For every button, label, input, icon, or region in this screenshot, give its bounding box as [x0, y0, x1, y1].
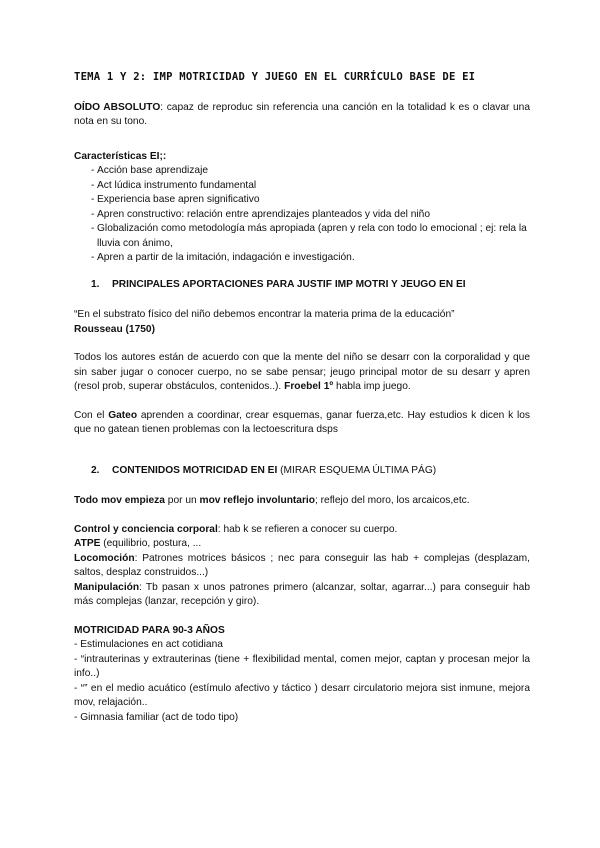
section-1-heading [74, 278, 530, 293]
section-2-number: 2. [91, 464, 100, 476]
list-item: - Act lúdica instrumento fundamental [74, 179, 530, 194]
contents-block [74, 523, 530, 610]
rousseau-quote [74, 308, 530, 337]
list-item: - Globalización como metodología más apropiada (apren y rela con todo lo emocional ; ej: rela la lluvia con ánimo, [74, 222, 530, 251]
document-content [74, 70, 530, 725]
quote-author: Rousseau (1750) [74, 323, 155, 335]
list-item: - “intrauterinas y extrauterinas (tiene + flexibilidad mental, comen mejor, captan y procesan mejor la info..) [74, 653, 530, 679]
document-title: TEMA 1 Y 2: IMP MOTRICIDAD Y JUEGO EN EL CURRÍCULO BASE DE EI [74, 71, 476, 83]
control-line: Control y conciencia corporal: hab k se refieren a conocer su cuerpo. [74, 523, 398, 535]
oido-paragraph [74, 101, 530, 130]
list-item: - Gimnasia familiar (act de todo tipo) [74, 711, 239, 723]
locomocion-line: Locomoción: Patrones motrices básicos ; nec para conseguir las hab + complejas (desplazam, saltos, desplaz construidos...) [74, 552, 530, 578]
gateo-paragraph: Con el Gateo aprenden a coordinar, crear esquemas, ganar fuerza,etc. Hay estudios k dicen k los que no gatean tienen problemas con la lectoescritura dsps [74, 409, 530, 435]
froebel-name: Froebel 1º [284, 381, 334, 392]
motricidad-heading: MOTRICIDAD PARA 90-3 AÑOS [74, 624, 225, 636]
gateo-term: Gateo [108, 409, 138, 421]
list-item: - Apren a partir de la imitación, indagación e investigación. [74, 251, 530, 266]
oido-term: OÍDO ABSOLUTO [74, 101, 161, 113]
list-item: - Acción base aprendizaje [74, 164, 530, 179]
list-item: - Apren constructivo: relación entre aprendizajes planteados y vida del niño [74, 208, 530, 223]
motricidad-block [74, 624, 530, 726]
list-item: - Experiencia base apren significativo [74, 193, 530, 208]
list-item: - Estimulaciones en act cotidiana [74, 639, 223, 650]
movement-paragraph: Todo mov empieza por un mov reflejo involuntario; reflejo del moro, los arcaicos,etc. [74, 495, 470, 506]
manipulacion-line: Manipulación: Tb pasan x unos patrones primero (alcanzar, soltar, agarrar...) para conseguir hab más complejas (lanzar, recepción y giro). [74, 581, 530, 607]
oido-definition: : capaz de reproduc sin referencia una canción en la totalidad k es o clavar una nota en su tono. [74, 101, 531, 127]
section-2-title: CONTENIDOS MOTRICIDAD EN EI [112, 464, 278, 476]
characteristics-label: Características EI;: [74, 150, 167, 162]
characteristics-list [74, 164, 530, 266]
section-2-heading [74, 464, 530, 479]
section-1-title: PRINCIPALES APORTACIONES PARA JUSTIF IMP MOTRI Y JEUGO EN EI [112, 278, 466, 290]
atpe-line: ATPE (equilibrio, postura, ... [74, 538, 202, 549]
list-item: - “” en el medio acuático (estímulo afectivo y táctico ) desarr circulatorio mejora sist inmune, mejora mov, relajación.. [74, 682, 530, 708]
quote-text: “En el substrato físico del niño debemos encontrar la materia prima de la educación” [74, 309, 455, 320]
authors-paragraph: Todos los autores están de acuerdo con que la mente del niño se desarr con la corporalidad y que sin saber jugar o conocer cuerpo, no se sabe pensar; jeugo principal motor de su desarr y apren (resol prob, superar obstáculos, contenidos..). Froebel 1º habla imp juego. [74, 352, 530, 392]
section-2-note: (MIRAR ESQUEMA ÚLTIMA PÁG) [277, 464, 437, 476]
section-1-number: 1. [91, 278, 100, 290]
